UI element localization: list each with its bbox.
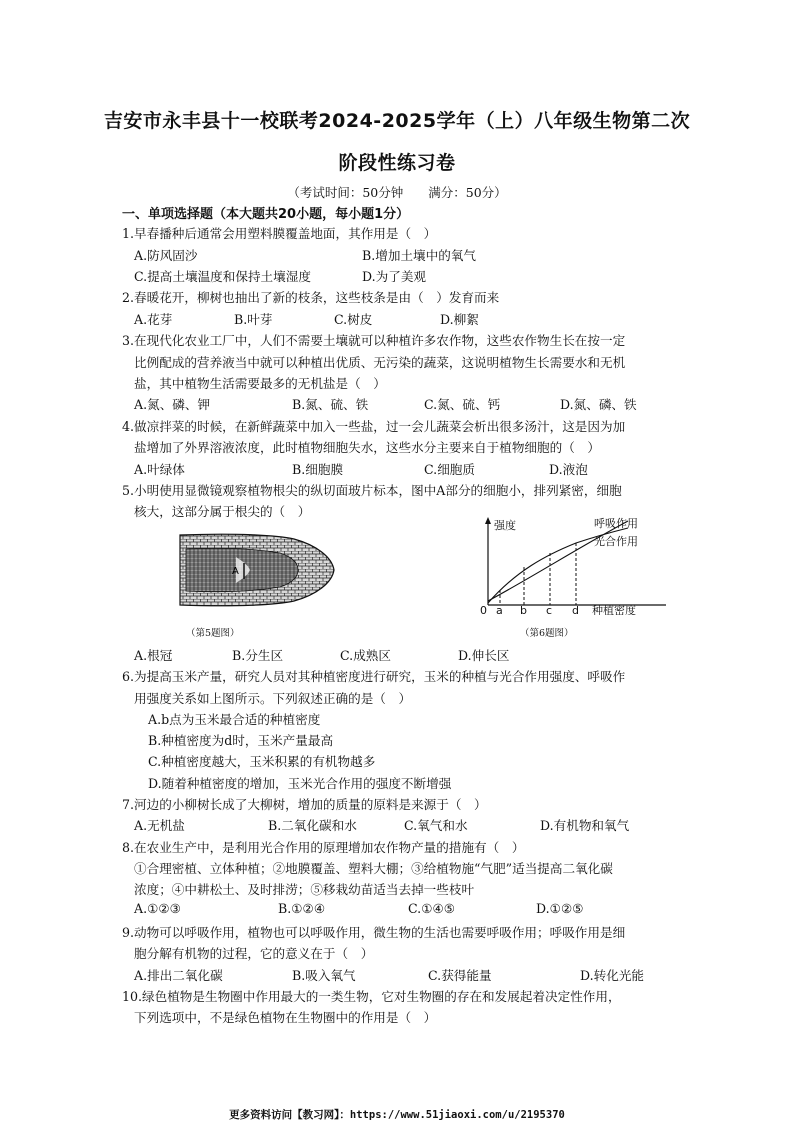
question-1-option-a: A.防风固沙: [134, 248, 198, 263]
exam-info: （考试时间：50分钟 满分：50分）: [287, 185, 507, 200]
question-2-option-d: D.柳絮: [440, 312, 479, 327]
figure-6-chart: [476, 515, 672, 615]
figure-6-y-label: 强度: [494, 519, 516, 532]
question-6-option-b: B.种植密度为d时，玉米产量最高: [148, 733, 334, 748]
question-6-option-a: A.b点为玉米最合适的种植密度: [148, 712, 321, 727]
footer-link[interactable]: 更多资料访问【教习网】：https://www.51jiaoxi.com/u/2195370: [229, 1109, 565, 1121]
figure-6-curve-respiration: 呼吸作用: [594, 517, 638, 530]
question-2-option-c: C.树皮: [334, 312, 373, 327]
question-7-stem: 7.河边的小柳树长成了大柳树，增加的质量的原料是来源于（ ）: [122, 797, 487, 812]
question-6-line2: 用强度关系如上图所示。下列叙述正确的是（ ）: [134, 691, 412, 706]
question-4-option-b: B.细胞膜: [292, 462, 344, 477]
question-7-option-b: B.二氧化碳和水: [268, 818, 357, 833]
question-6-line1: 6.为提高玉米产量，研究人员对其种植密度进行研究，玉米的种植与光合作用强度、呼吸作: [122, 669, 626, 684]
question-4-option-c: C.细胞质: [424, 462, 475, 477]
question-9-line1: 9.动物可以呼吸作用，植物也可以呼吸作用，微生物的生活也需要呼吸作用；呼吸作用是细: [122, 925, 626, 940]
question-8-option-d: D.①②⑤: [536, 901, 584, 916]
question-8-option-c: C.①④⑤: [408, 901, 456, 916]
question-6-option-c: C.种植密度越大，玉米积累的有机物越多: [148, 754, 376, 769]
question-4-option-d: D.液泡: [549, 462, 588, 477]
question-5-option-b: B.分生区: [232, 648, 284, 663]
question-3-option-d: D.氮、磷、铁: [560, 397, 637, 412]
question-9-option-d: D.转化光能: [580, 968, 645, 983]
question-3-line3: 盐，其中植物生活需要最多的无机盐是（ ）: [134, 376, 386, 391]
figure-5-root-tip: [176, 527, 338, 613]
question-10-line2: 下列选项中，不是绿色植物在生物圈中的作用是（ ）: [134, 1010, 437, 1025]
question-2-option-a: A.花芽: [134, 312, 173, 327]
question-3-line1: 3.在现代化农业工厂中，人们不需要土壤就可以种植许多农作物，这些农作物生长在按一定: [122, 333, 626, 348]
question-1-option-c: C.提高土壤温度和保持土壤湿度: [134, 269, 311, 284]
question-8-line1: 8.在农业生产中，是利用光合作用的原理增加农作物产量的措施有（ ）: [122, 840, 525, 855]
figure-5-caption: （第5题图）: [186, 628, 240, 639]
figure-6-curve-photosynthesis: 光合作用: [594, 535, 638, 548]
figure-6-caption: （第6题图）: [520, 628, 574, 639]
question-3-option-b: B.氮、硫、铁: [292, 397, 369, 412]
question-5-option-c: C.成熟区: [340, 648, 391, 663]
section-heading: 一、单项选择题（本大题共20小题，每小题1分）: [122, 207, 410, 222]
question-9-option-a: A.排出二氧化碳: [134, 968, 223, 983]
figure-6-tick-b: b: [520, 604, 527, 615]
question-5-option-d: D.伸长区: [458, 648, 510, 663]
question-9-option-b: B.吸入氧气: [292, 968, 356, 983]
question-1-option-d: D.为了美观: [362, 269, 427, 284]
figure-5-label-a: A: [232, 566, 239, 577]
question-6-option-d: D.随着种植密度的增加，玉米光合作用的强度不断增强: [148, 776, 452, 791]
question-2-stem: 2.春暖花开，柳树也抽出了新的枝条，这些枝条是由（ ）发育而来: [122, 290, 500, 305]
question-4-line2: 盐增加了外界溶液浓度，此时植物细胞失水，这些水分主要来自于植物细胞的（ ）: [134, 440, 600, 455]
question-2-option-b: B.叶芽: [234, 312, 273, 327]
figure-6-origin: 0: [480, 604, 487, 615]
question-10-line1: 10.绿色植物是生物圈中作用最大的一类生物，它对生物圈的存在和发展起着决定性作用，: [122, 989, 621, 1004]
figure-6-tick-a: a: [496, 604, 503, 615]
question-8-line3: 浓度；④中耕松土、及时排涝；⑤移栽幼苗适当去掉一些枝叶: [134, 882, 475, 897]
exam-title-line2: 阶段性练习卷: [338, 152, 456, 174]
question-5-line2: 核大，这部分属于根尖的（ ）: [134, 504, 311, 519]
question-5-line1: 5.小明使用显微镜观察植物根尖的纵切面玻片标本，图中A部分的细胞小，排列紧密，细胞: [122, 483, 622, 498]
question-1-option-b: B.增加土壤中的氧气: [362, 248, 477, 263]
question-9-line2: 胞分解有机物的过程，它的意义在于（ ）: [134, 946, 374, 961]
question-9-option-c: C.获得能量: [428, 968, 492, 983]
question-1-stem: 1.早春播种后通常会用塑料膜覆盖地面，其作用是（ ）: [122, 226, 437, 241]
question-8-option-b: B.①②④: [278, 901, 326, 916]
question-5-option-a: A.根冠: [134, 648, 173, 663]
question-7-option-c: C.氧气和水: [404, 818, 468, 833]
figure-6-tick-d: d: [572, 604, 579, 615]
figure-6-x-label: 种植密度: [592, 604, 636, 615]
question-8-option-a: A.①②③: [134, 901, 181, 916]
question-7-option-d: D.有机物和氧气: [540, 818, 630, 833]
exam-title-line1: 吉安市永丰县十一校联考2024-2025学年（上）八年级生物第二次: [103, 110, 691, 132]
question-4-option-a: A.叶绿体: [134, 462, 185, 477]
question-7-option-a: A.无机盐: [134, 818, 185, 833]
question-8-line2: ①合理密植、立体种植；②地膜覆盖、塑料大棚；③给植物施“气肥”适当提高二氧化碳: [134, 861, 613, 876]
question-3-option-a: A.氮、磷、钾: [134, 397, 211, 412]
figure-6-tick-c: c: [546, 604, 553, 615]
question-3-option-c: C.氮、硫、钙: [424, 397, 501, 412]
question-4-line1: 4.做凉拌菜的时候，在新鲜蔬菜中加入一些盐，过一会儿蔬菜会析出很多汤汁，这是因为加: [122, 419, 626, 434]
question-3-line2: 比例配成的营养液当中就可以种植出优质、无污染的蔬菜，这说明植物生长需要水和无机: [134, 355, 626, 370]
